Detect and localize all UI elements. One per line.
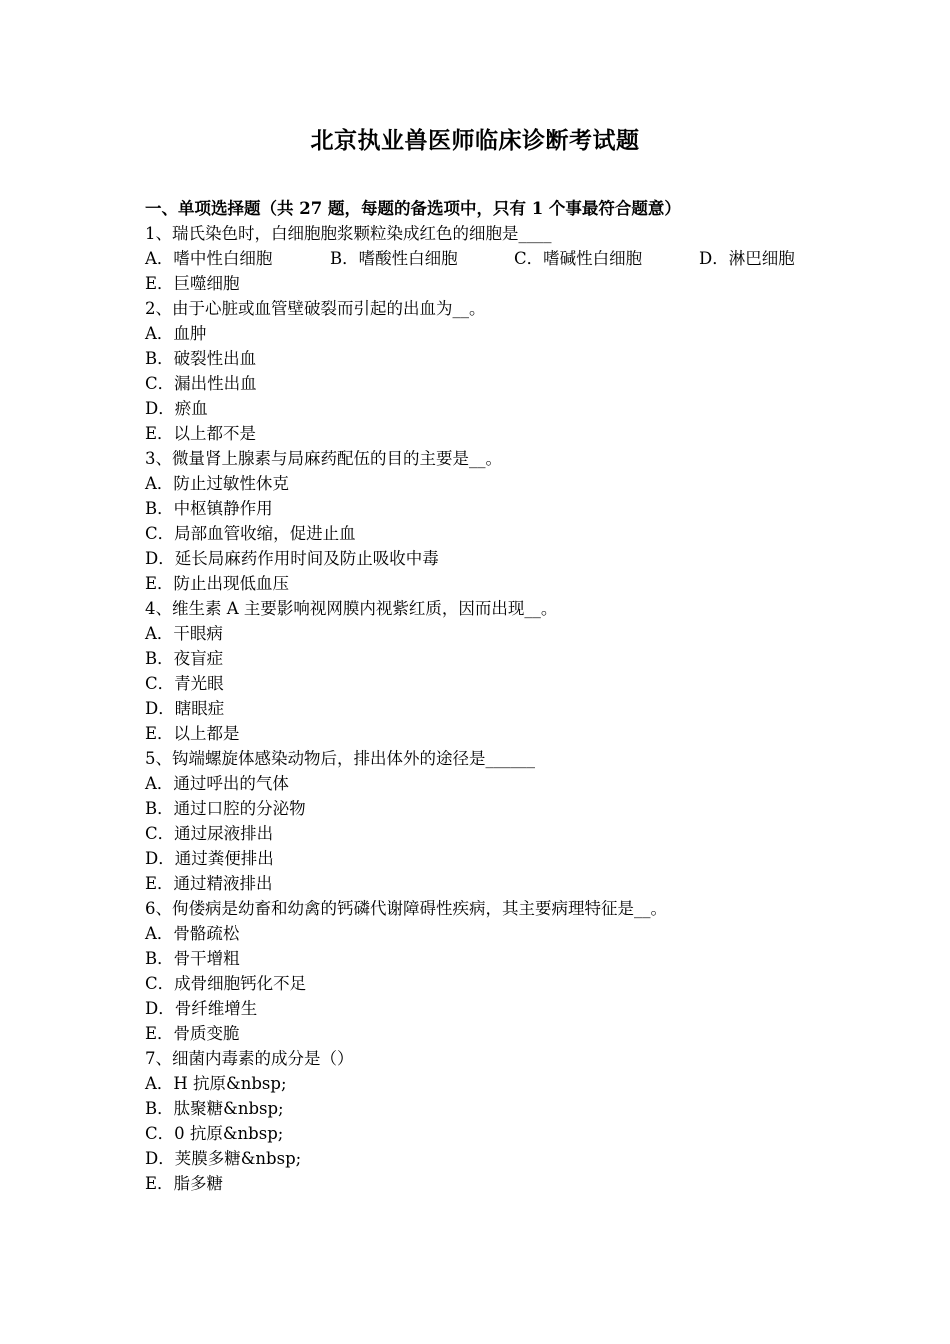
question-4-option-b: B．夜盲症 [145,649,224,668]
question-6-option-a: A．骨骼疏松 [145,924,240,943]
question-2-option-b: B．破裂性出血 [145,349,257,368]
question-5-option-a: A．通过呼出的气体 [145,774,289,793]
question-2-option-d: D．瘀血 [145,399,208,418]
question-3-stem: 3、微量肾上腺素与局麻药配伍的目的主要是__。 [145,449,502,468]
question-5-stem: 5、钩端螺旋体感染动物后，排出体外的途径是______ [145,749,535,768]
question-6-stem: 6、佝偻病是幼畜和幼禽的钙磷代谢障碍性疾病，其主要病理特征是__。 [145,899,667,918]
section-heading: 一、单项选择题（共 27 题，每题的备选项中，只有 1 个事最符合题意） [145,199,681,218]
question-5-option-e: E．通过精液排出 [145,874,273,893]
question-5-option-c: C．通过尿液排出 [145,824,274,843]
question-6-option-d: D．骨纤维增生 [145,999,258,1018]
question-section [145,196,825,1196]
question-7-option-b: B．肽聚糖&nbsp; [145,1099,284,1118]
question-1-options-row [145,246,825,271]
question-3-option-b: B．中枢镇静作用 [145,499,273,518]
question-3-option-c: C．局部血管收缩，促进止血 [145,524,356,543]
question-1-option-c: C．嗜碱性白细胞 [514,249,643,268]
question-4-option-e: E．以上都是 [145,724,240,743]
question-7-option-d: D．荚膜多糖&nbsp; [145,1149,302,1168]
question-7-option-e: E．脂多糖 [145,1174,224,1193]
question-7-option-a: A．H 抗原&nbsp; [145,1074,287,1093]
document-title: 北京执业兽医师临床诊断考试题 [310,127,640,154]
question-2-stem: 2、由于心脏或血管壁破裂而引起的出血为__。 [145,299,486,318]
question-6-option-c: C．成骨细胞钙化不足 [145,974,307,993]
question-5-option-d: D．通过粪便排出 [145,849,274,868]
question-3-option-e: E．防止出现低血压 [145,574,290,593]
question-1-option-d: D．淋巴细胞 [699,249,795,268]
question-6-option-b: B．骨干增粗 [145,949,240,968]
question-6-option-e: E．骨质变脆 [145,1024,240,1043]
question-2-option-c: C．漏出性出血 [145,374,257,393]
question-3-option-d: D．延长局麻药作用时间及防止吸收中毒 [145,549,439,568]
question-4-option-c: C．青光眼 [145,674,224,693]
question-4-stem: 4、维生素 A 主要影响视网膜内视紫红质，因而出现__。 [145,599,558,618]
question-4-option-d: D．瞎眼症 [145,699,225,718]
question-2-option-a: A．血肿 [145,324,207,343]
question-7-stem: 7、细菌内毒素的成分是（） [145,1049,354,1068]
question-3-option-a: A．防止过敏性休克 [145,474,289,493]
question-2-option-e: E．以上都不是 [145,424,257,443]
question-1-stem: 1、瑞氏染色时，白细胞胞浆颗粒染成红色的细胞是____ [145,224,552,243]
question-4-option-a: A．干眼病 [145,624,223,643]
question-1-option-e: E．巨噬细胞 [145,274,240,293]
question-5-option-b: B．通过口腔的分泌物 [145,799,306,818]
question-7-option-c: C．0 抗原&nbsp; [145,1124,284,1143]
question-1-option-b: B．嗜酸性白细胞 [330,249,458,268]
question-1-option-a: A．嗜中性白细胞 [145,249,273,268]
